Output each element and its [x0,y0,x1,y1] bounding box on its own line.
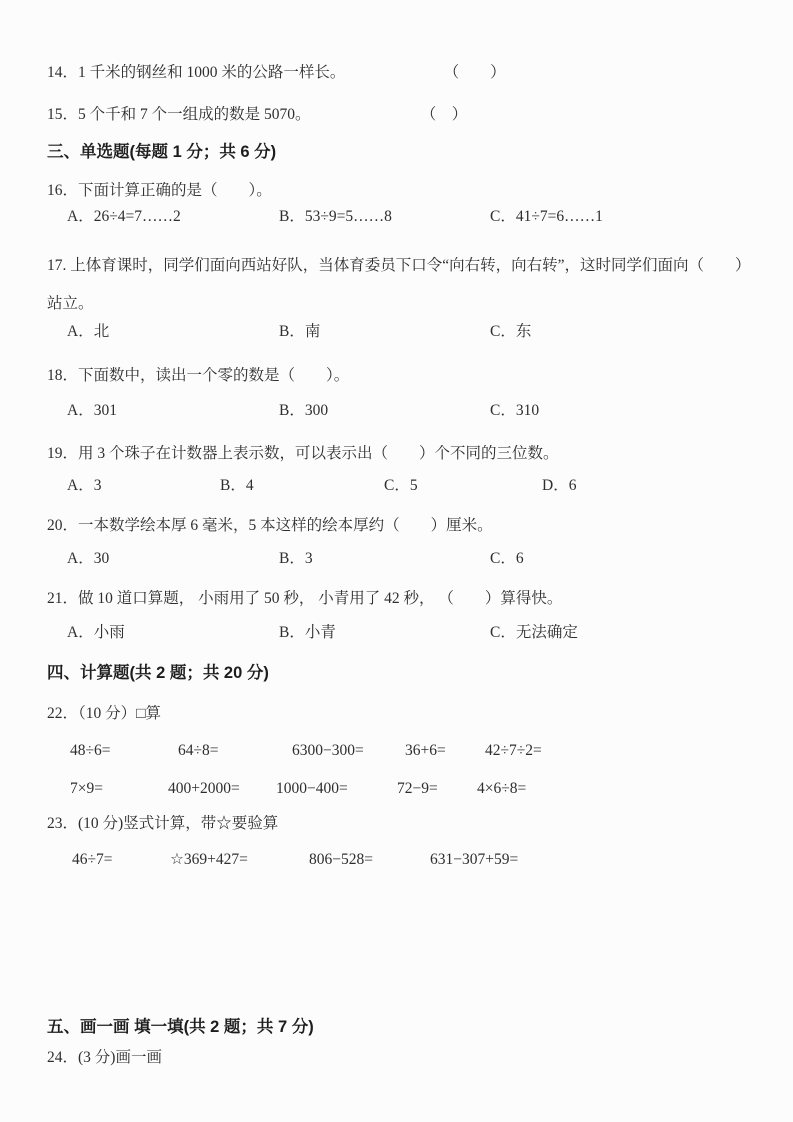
question-23-row [47,849,751,870]
question-18-option-a: A．301 [67,402,117,419]
calc-expression: 48÷6= [70,742,111,759]
question-19-options [47,475,751,496]
calc-expression: 6300−300= [292,742,364,759]
calc-expression: 400+2000= [168,780,240,797]
question-17-option-b: B．南 [279,323,321,340]
question-19-option-c: C．5 [384,477,418,494]
calc-expression: 72−9= [397,780,438,797]
question-21-option-b: B．小青 [279,624,336,641]
calc-expression: 64÷8= [178,742,219,759]
question-19-option-d: D．6 [542,477,577,494]
question-24-text: 24．(3 分)画一画 [47,1049,162,1066]
calc-expression: 4×6÷8= [477,780,527,797]
section-3-heading: 三、单选题(每题 1 分；共 6 分) [47,143,277,161]
question-16-option-b: B．53÷9=5……8 [279,208,392,225]
question-22-row-2 [47,778,751,799]
question-14-answer-blank: （ ） [451,64,506,81]
question-20-text: 20．一本数学绘本厚 6 毫米，5 本这样的绘本厚约（ ）厘米。 [47,517,493,534]
calc-expression: ☆369+427= [170,851,248,868]
question-20-option-a: A．30 [67,550,110,567]
question-21-option-a: A．小雨 [67,624,125,641]
question-17-text-line1: 17. 上体育课时，同学们面向西站好队，当体育委员下口令“向右转，向右转”，这时同学们面向（ ） [47,257,751,274]
question-19-option-a: A．3 [67,477,102,494]
question-17-text-line2: 站立。 [47,295,94,312]
question-19-text: 19．用 3 个珠子在计数器上表示数，可以表示出（ ）个不同的三位数。 [47,445,559,462]
question-22-row-1 [47,740,751,761]
question-15-text: 15．5 个千和 7 个一组成的数是 5070。 [47,106,311,123]
question-18-option-b: B．300 [279,402,329,419]
question-22-text: 22．（10 分）□算 [47,705,161,722]
question-16-option-c: C．41÷7=6……1 [490,208,603,225]
question-16-options [47,206,751,227]
question-14 [47,62,751,83]
calc-expression: 1000−400= [276,780,348,797]
question-17-option-a: A．北 [67,323,110,340]
calc-expression: 7×9= [70,780,103,797]
question-16-option-a: A．26÷4=7……2 [67,208,181,225]
question-21-options [47,622,751,643]
question-23-text: 23．(10 分)竖式计算，带☆要验算 [47,815,279,832]
calc-expression: 806−528= [309,851,373,868]
question-17-options [47,321,751,342]
section-4-heading: 四、计算题(共 2 题；共 20 分) [47,664,269,682]
question-21-text: 21．做 10 道口算题， 小雨用了 50 秒， 小青用了 42 秒， （ ）算得快。 [47,590,563,607]
question-20-options [47,548,751,569]
question-16-text: 16．下面计算正确的是（ ）。 [47,182,272,199]
question-18-text: 18．下面数中，读出一个零的数是（ ）。 [47,367,350,384]
section-5-heading: 五、画一画 填一填(共 2 题；共 7 分) [47,1018,314,1036]
question-18-option-c: C．310 [490,402,540,419]
question-21-option-c: C．无法确定 [490,624,578,641]
question-20-option-b: B．3 [279,550,313,567]
question-18-options [47,400,751,421]
calc-expression: 46÷7= [72,851,113,868]
question-15 [47,104,751,125]
question-20-option-c: C．6 [490,550,524,567]
calc-expression: 36+6= [405,742,446,759]
question-19-option-b: B．4 [220,477,254,494]
question-14-text: 14．1 千米的钢丝和 1000 米的公路一样长。 [47,64,346,81]
calc-expression: 631−307+59= [430,851,519,868]
question-17-option-c: C．东 [490,323,532,340]
calc-expression: 42÷7÷2= [485,742,542,759]
question-15-answer-blank: （ ） [428,106,468,123]
